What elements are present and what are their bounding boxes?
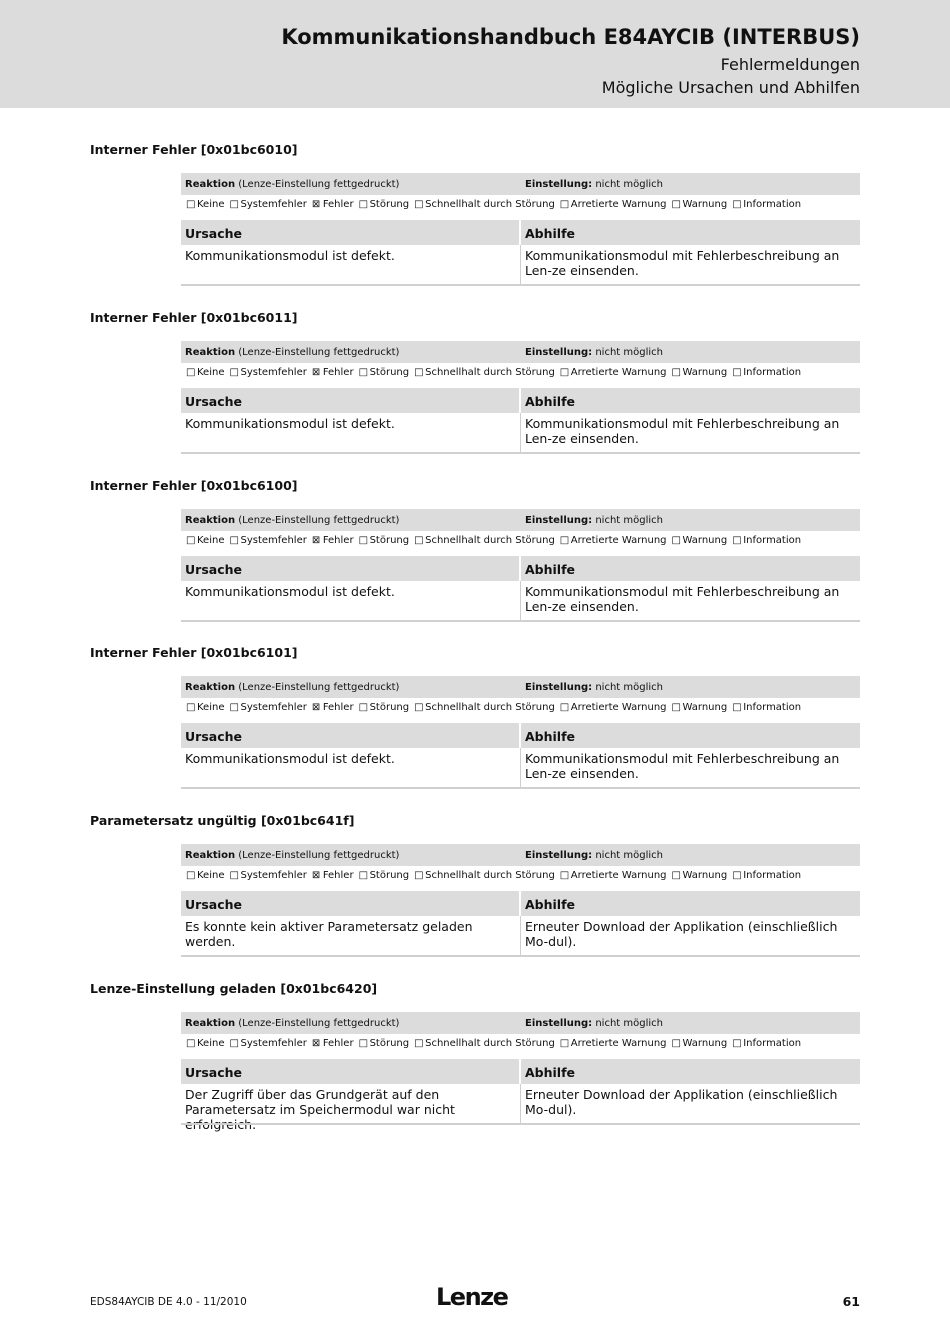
setting-label: Einstellung: xyxy=(525,850,593,862)
setting-label: Einstellung: xyxy=(525,346,593,358)
error-title: Lenze-Einstellung geladen [0x01bc6420] xyxy=(90,981,378,996)
cause-header: Ursache xyxy=(181,891,519,916)
reaction-option-label: Fehler xyxy=(322,702,354,714)
checkbox-icon: □ xyxy=(671,870,681,882)
reaction-option-label: Schnellhalt durch Störung xyxy=(425,702,555,714)
reaction-option xyxy=(229,702,306,713)
page-header xyxy=(0,0,950,108)
checkbox-icon: □ xyxy=(414,702,424,714)
checkbox-icon: □ xyxy=(671,702,681,714)
setting-value: nicht möglich xyxy=(592,514,663,526)
reaction-option xyxy=(672,535,728,546)
error-title: Interner Fehler [0x01bc6100] xyxy=(90,477,298,493)
column-divider xyxy=(520,413,521,453)
checkbox-icon: □ xyxy=(229,1038,239,1049)
reaction-option xyxy=(186,1038,224,1049)
reaction-option xyxy=(186,702,224,713)
reaction-option xyxy=(414,367,555,378)
column-divider xyxy=(520,916,521,956)
reaction-note: (Lenze-Einstellung fettgedruckt) xyxy=(235,179,400,190)
checkbox-icon: □ xyxy=(732,534,742,546)
checkbox-icon: □ xyxy=(229,534,239,546)
checkbox-icon: □ xyxy=(358,870,369,882)
reaction-option xyxy=(359,1038,410,1049)
reaction-option xyxy=(312,1038,354,1049)
reaction-option xyxy=(560,1038,667,1049)
reaction-option-label: Störung xyxy=(369,870,410,882)
cause-header: Ursache xyxy=(181,388,519,413)
reaction-option-label: Information xyxy=(743,199,802,210)
cause-text: Kommunikationsmodul ist defekt. xyxy=(185,415,395,431)
cause-text: Es konnte kein aktiver Parametersatz geladen werden. xyxy=(185,919,473,950)
checkbox-icon: □ xyxy=(414,199,424,210)
reaction-option xyxy=(732,199,801,210)
checkbox-icon: □ xyxy=(414,870,424,882)
cause-text: Kommunikationsmodul ist defekt. xyxy=(185,248,395,263)
reaction-option-label: Keine xyxy=(197,366,225,378)
reaction-label: Reaktion xyxy=(185,514,236,526)
reaction-label: Reaktion xyxy=(185,682,236,694)
remedy-text: Kommunikationsmodul mit Fehlerbeschreibung an Len-ze einsenden. xyxy=(525,583,840,614)
column-divider xyxy=(520,1084,521,1124)
reaction-option xyxy=(359,535,410,546)
checkbox-icon: □ xyxy=(559,870,570,882)
checkbox-icon: □ xyxy=(358,366,369,378)
reaction-option-label: Systemfehler xyxy=(240,1038,307,1049)
reaction-options xyxy=(186,535,860,549)
reaction-option xyxy=(186,199,224,210)
reaction-option-label: Fehler xyxy=(322,870,354,882)
cause-header: Ursache xyxy=(181,1059,519,1084)
reaction-option-label: Störung xyxy=(369,702,410,714)
reaction-option xyxy=(312,199,354,210)
reaction-option xyxy=(229,199,306,210)
reaction-option xyxy=(672,1038,728,1049)
cause-header: Ursache xyxy=(181,556,519,581)
checked-checkbox-icon: ⊠ xyxy=(311,1038,321,1049)
reaction-option-label: Keine xyxy=(197,534,225,546)
table-bottom-rule xyxy=(181,955,860,957)
reaction-option xyxy=(414,870,555,881)
reaction-options xyxy=(186,367,860,381)
reaction-option xyxy=(414,199,555,210)
setting-label: Einstellung: xyxy=(525,514,593,526)
cause-remedy-table xyxy=(181,556,860,622)
reaction-option-label: Schnellhalt durch Störung xyxy=(425,534,555,546)
checkbox-icon: □ xyxy=(229,366,239,378)
checkbox-icon: □ xyxy=(186,870,196,882)
reaction-option xyxy=(732,367,801,378)
checkbox-icon: □ xyxy=(559,366,570,378)
remedy-header: Abhilfe xyxy=(521,556,860,581)
setting-label: Einstellung: xyxy=(525,1018,593,1029)
checkbox-icon: □ xyxy=(732,199,742,210)
checkbox-icon: □ xyxy=(358,199,369,210)
reaction-header xyxy=(181,1012,860,1034)
remedy-text: Erneuter Download der Applikation (einschließlich Mo-dul). xyxy=(525,1087,838,1117)
table-bottom-rule xyxy=(181,452,860,454)
checkbox-icon: □ xyxy=(559,199,570,210)
reaction-option-label: Systemfehler xyxy=(240,870,307,882)
reaction-option xyxy=(186,535,224,546)
cause-text: Der Zugriff über das Grundgerät auf den Parametersatz im Speichermodul war nicht xyxy=(185,1087,455,1117)
setting-value: nicht möglich xyxy=(592,682,663,694)
checkbox-icon: □ xyxy=(186,534,196,546)
reaction-option-label: Systemfehler xyxy=(240,199,307,210)
checkbox-icon: □ xyxy=(559,1038,570,1049)
reaction-label: Reaktion xyxy=(185,1018,236,1029)
remedy-text: Kommunikationsmodul mit Fehlerbeschreibung an Len-ze einsenden. xyxy=(525,248,840,278)
reaction-option-label: Fehler xyxy=(322,1038,354,1049)
remedy-text: Kommunikationsmodul mit Fehlerbeschreibung an Len-ze einsenden. xyxy=(525,751,840,782)
reaction-options xyxy=(186,870,860,884)
checked-checkbox-icon: ⊠ xyxy=(311,534,321,546)
table-bottom-rule xyxy=(181,787,860,789)
cause-remedy-table xyxy=(181,388,860,454)
page-number: 61 xyxy=(842,1294,860,1309)
reaction-note: (Lenze-Einstellung fettgedruckt) xyxy=(235,514,400,526)
reaction-option-label: Warnung xyxy=(682,199,728,210)
reaction-option-label: Arretierte Warnung xyxy=(570,199,667,210)
checkbox-icon: □ xyxy=(186,1038,196,1049)
checkbox-icon: □ xyxy=(414,1038,424,1049)
reaction-option xyxy=(229,535,306,546)
table-bottom-rule xyxy=(181,1123,860,1125)
reaction-header xyxy=(181,844,860,866)
reaction-option xyxy=(732,535,801,546)
error-entry xyxy=(0,981,950,1141)
reaction-option-label: Fehler xyxy=(322,366,354,378)
reaction-option xyxy=(672,870,728,881)
checkbox-icon: □ xyxy=(358,534,369,546)
document-id: EDS84AYCIB DE 4.0 - 11/2010 xyxy=(90,1296,247,1308)
reaction-option-label: Information xyxy=(743,702,802,714)
reaction-option-label: Arretierte Warnung xyxy=(570,366,667,378)
reaction-option xyxy=(560,199,667,210)
reaction-option xyxy=(732,702,801,713)
reaction-option xyxy=(414,535,555,546)
error-entry xyxy=(0,310,950,470)
reaction-note: (Lenze-Einstellung fettgedruckt) xyxy=(235,682,400,694)
error-title: Interner Fehler [0x01bc6101] xyxy=(90,645,298,661)
checkbox-icon: □ xyxy=(414,534,424,546)
error-entry xyxy=(0,813,950,973)
setting-label: Einstellung: xyxy=(525,179,593,190)
reaction-option xyxy=(312,535,354,546)
remedy-header: Abhilfe xyxy=(521,220,860,245)
column-divider xyxy=(520,748,521,788)
reaction-option-label: Information xyxy=(743,366,802,378)
reaction-option-label: Warnung xyxy=(682,366,728,378)
reaction-option-label: Arretierte Warnung xyxy=(570,702,667,714)
checkbox-icon: □ xyxy=(732,366,742,378)
reaction-option-label: Schnellhalt durch Störung xyxy=(425,870,555,882)
document-title: Kommunikationshandbuch E84AYCIB (INTERBUS) xyxy=(281,25,860,49)
reaction-option xyxy=(359,199,410,210)
checkbox-icon: □ xyxy=(229,870,239,882)
setting-value: nicht möglich xyxy=(592,850,663,862)
reaction-option xyxy=(560,702,667,713)
cause-text: Kommunikationsmodul ist defekt. xyxy=(185,751,395,767)
checkbox-icon: □ xyxy=(186,702,196,714)
reaction-note: (Lenze-Einstellung fettgedruckt) xyxy=(235,346,400,358)
checkbox-icon: □ xyxy=(671,1038,681,1049)
error-entry xyxy=(0,142,950,302)
setting-label: Einstellung: xyxy=(525,682,593,694)
checkbox-icon: □ xyxy=(559,702,570,714)
reaction-option xyxy=(359,367,410,378)
reaction-option xyxy=(414,1038,555,1049)
reaction-option-label: Arretierte Warnung xyxy=(570,870,667,882)
reaction-option xyxy=(229,870,306,881)
cause-remedy-table xyxy=(181,891,860,957)
reaction-option-label: Warnung xyxy=(682,534,728,546)
reaction-option-label: Störung xyxy=(369,366,410,378)
remedy-header: Abhilfe xyxy=(521,891,860,916)
reaction-option xyxy=(560,535,667,546)
reaction-option-label: Systemfehler xyxy=(240,366,307,378)
reaction-header xyxy=(181,509,860,531)
reaction-option-label: Warnung xyxy=(682,870,728,882)
reaction-option xyxy=(312,702,354,713)
reaction-option xyxy=(732,870,801,881)
cause-remedy-table xyxy=(181,220,860,286)
checkbox-icon: □ xyxy=(358,702,369,714)
reaction-header xyxy=(181,341,860,363)
remedy-text: Kommunikationsmodul mit Fehlerbeschreibung an Len-ze einsenden. xyxy=(525,415,840,446)
reaction-option-label: Störung xyxy=(369,199,410,210)
reaction-option-label: Warnung xyxy=(682,1038,728,1049)
error-title: Interner Fehler [0x01bc6010] xyxy=(90,142,298,157)
reaction-label: Reaktion xyxy=(185,346,236,358)
column-divider xyxy=(520,245,521,285)
reaction-option xyxy=(312,367,354,378)
reaction-option xyxy=(229,1038,306,1049)
cause-remedy-table xyxy=(181,1059,860,1125)
reaction-option-label: Schnellhalt durch Störung xyxy=(425,366,555,378)
error-title: Parametersatz ungültig [0x01bc641f] xyxy=(90,813,355,829)
checkbox-icon: □ xyxy=(186,366,196,378)
checkbox-icon: □ xyxy=(229,199,239,210)
remedy-header: Abhilfe xyxy=(521,723,860,748)
reaction-option xyxy=(186,367,224,378)
setting-value: nicht möglich xyxy=(592,179,663,190)
reaction-label: Reaktion xyxy=(185,179,236,190)
checkbox-icon: □ xyxy=(414,366,424,378)
reaction-header xyxy=(181,676,860,698)
table-bottom-rule xyxy=(181,284,860,286)
checkbox-icon: □ xyxy=(732,1038,742,1049)
error-entry xyxy=(0,645,950,805)
reaction-option-label: Störung xyxy=(369,534,410,546)
cause-header: Ursache xyxy=(181,220,519,245)
reaction-option-label: Schnellhalt durch Störung xyxy=(425,199,555,210)
reaction-option xyxy=(186,870,224,881)
reaction-option xyxy=(359,702,410,713)
reaction-option-label: Fehler xyxy=(322,199,354,210)
reaction-option-label: Arretierte Warnung xyxy=(570,534,667,546)
reaction-option-label: Fehler xyxy=(322,534,354,546)
reaction-options xyxy=(186,1038,860,1052)
error-entry xyxy=(0,478,950,638)
reaction-options xyxy=(186,199,860,213)
reaction-label: Reaktion xyxy=(185,850,236,862)
reaction-option xyxy=(672,199,728,210)
reaction-option-label: Information xyxy=(743,1038,802,1049)
reaction-note: (Lenze-Einstellung fettgedruckt) xyxy=(235,850,400,862)
remedy-text: Erneuter Download der Applikation (einschließlich Mo-dul). xyxy=(525,919,838,950)
checked-checkbox-icon: ⊠ xyxy=(311,199,321,210)
cause-remedy-table xyxy=(181,723,860,789)
checkbox-icon: □ xyxy=(358,1038,369,1049)
checkbox-icon: □ xyxy=(732,702,742,714)
checkbox-icon: □ xyxy=(732,870,742,882)
setting-value: nicht möglich xyxy=(592,1018,663,1029)
checkbox-icon: □ xyxy=(671,534,681,546)
reaction-option-label: Keine xyxy=(197,1038,225,1049)
checked-checkbox-icon: ⊠ xyxy=(311,702,321,714)
table-bottom-rule xyxy=(181,620,860,622)
checkbox-icon: □ xyxy=(559,534,570,546)
reaction-option-label: Information xyxy=(743,870,802,882)
setting-value: nicht möglich xyxy=(592,346,663,358)
error-title: Interner Fehler [0x01bc6011] xyxy=(90,309,298,325)
reaction-option xyxy=(359,870,410,881)
reaction-option-label: Warnung xyxy=(682,702,728,714)
reaction-option-label: Keine xyxy=(197,870,225,882)
checkbox-icon: □ xyxy=(671,366,681,378)
reaction-option-label: Schnellhalt durch Störung xyxy=(425,1038,555,1049)
checkbox-icon: □ xyxy=(229,702,239,714)
reaction-option xyxy=(560,367,667,378)
checkbox-icon: □ xyxy=(671,199,681,210)
checkbox-icon: □ xyxy=(186,199,196,210)
reaction-option xyxy=(414,702,555,713)
remedy-header: Abhilfe xyxy=(521,388,860,413)
section-title: Mögliche Ursachen und Abhilfen xyxy=(601,78,860,97)
reaction-option-label: Keine xyxy=(197,199,225,210)
reaction-option-label: Systemfehler xyxy=(240,702,307,714)
reaction-option xyxy=(672,367,728,378)
checked-checkbox-icon: ⊠ xyxy=(311,870,321,882)
reaction-option-label: Information xyxy=(743,534,802,546)
cause-text: Kommunikationsmodul ist defekt. xyxy=(185,583,395,599)
lenze-logo: Lenze xyxy=(436,1283,508,1311)
cause-header: Ursache xyxy=(181,723,519,748)
column-divider xyxy=(520,581,521,621)
reaction-options xyxy=(186,702,860,716)
reaction-option-label: Keine xyxy=(197,702,225,714)
reaction-header xyxy=(181,173,860,195)
reaction-option xyxy=(229,367,306,378)
reaction-option xyxy=(312,870,354,881)
reaction-option-label: Störung xyxy=(369,1038,410,1049)
reaction-option xyxy=(560,870,667,881)
reaction-option xyxy=(672,702,728,713)
reaction-option xyxy=(732,1038,801,1049)
remedy-header: Abhilfe xyxy=(521,1059,860,1084)
reaction-option-label: Arretierte Warnung xyxy=(570,1038,667,1049)
chapter-title: Fehlermeldungen xyxy=(720,55,860,74)
reaction-option-label: Systemfehler xyxy=(240,534,307,546)
checked-checkbox-icon: ⊠ xyxy=(311,366,321,378)
reaction-note: (Lenze-Einstellung fettgedruckt) xyxy=(235,1018,400,1029)
